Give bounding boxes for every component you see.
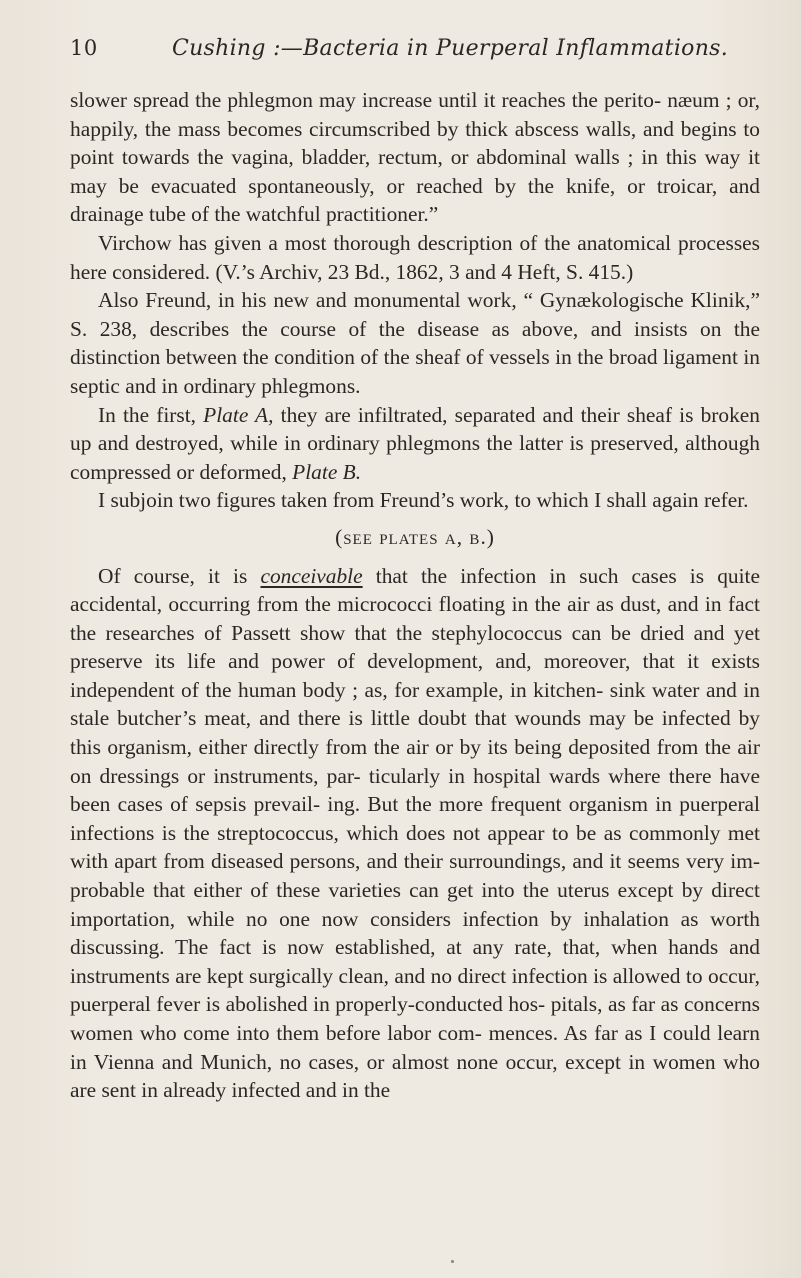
paragraph-virchow: Virchow has given a most thorough description of the anatomical processes here considered. (V.’s Archiv, 23 Bd., 1862, 3 and 4 Heft, S. 415.) [70,230,760,284]
plates-note: (see plates a, b.) [335,524,495,549]
plates-text-2: they are infiltrated, separated and their sheaf is broken up and destroyed, while in ordinary phlegmons the latter is preserved, although compressed or deformed, [70,402,760,484]
infection-text-2: that the infection in such cases is quite accidental, occurring from the micrococci floating in the air as dust, and in fact the researches of Passett show that the stephylococcus can be dried and yet preserve its life and power of development, and, moreover, that it exists independent of the human body ; as, for example, in kitchen- sink water and in stale butcher’s meat, and there is little doubt that wounds may be infected by this organism, either directly from the air or by its being deposited from the air on dressings or instruments, par- ticularly in hospital wards where there have been cases of sepsis prevail- ing. But the more frequent organism in puerperal infections is the streptococcus, which does not appear to be as commonly met with apart from diseased persons, and their surroundings, and it seems very im- probable that either of these varieties can get into the uterus except by direct importation, while no one now considers infection by inhalation as worth discussing. The fact is now established, at any rate, that, when hands and instruments are kept surgically clean, and no direct infection is allowed to occur, puerperal fever is abolished in properly-conducted hos- pitals, as far as concerns women who come into them before labor com- mences. As far as I could learn in Vienna and Munich, no cases, or almost none occur, except in women who are sent in already infected and in the [70,563,760,1103]
body-text [70,86,760,1105]
paragraph-continuation: slower spread the phlegmon may increase until it reaches the perito- næum ; or, happily, the mass becomes circumscribed by thick abscess walls, and begins to point towards the vagina, bladder, rectum, or abdominal walls ; in this way it may be evacuated spontaneously, or reached by the knife, or troicar, and drainage tube of the watchful practitioner.” [70,88,760,227]
printing-speck [451,1260,454,1263]
paragraph-plates [70,401,760,487]
plate-b-ref: Plate B. [292,459,362,484]
infection-text-1: Of course, it is [98,563,248,588]
running-head: Cushing :—Bacteria in Puerperal Inflammations. [171,36,729,61]
paragraph-freund: Also Freund, in his new and monumental work, “ Gynækologische Klinik,” S. 238, describes the course of the disease as above, and insists on the distinction between the condition of the sheaf of vessels in the broad ligament in septic and in ordinary phlegmons. [70,288,760,398]
plates-text-1: In the first, [98,402,197,427]
paragraph-infection [70,562,760,1105]
conceivable-emphasis: conceivable [260,563,363,588]
page-header [70,36,760,66]
paragraph-subjoin: I subjoin two figures taken from Freund’s work, to which I shall again refer. [98,488,749,513]
page-number: 10 [70,36,98,60]
plate-a-ref: Plate A, [203,402,274,427]
